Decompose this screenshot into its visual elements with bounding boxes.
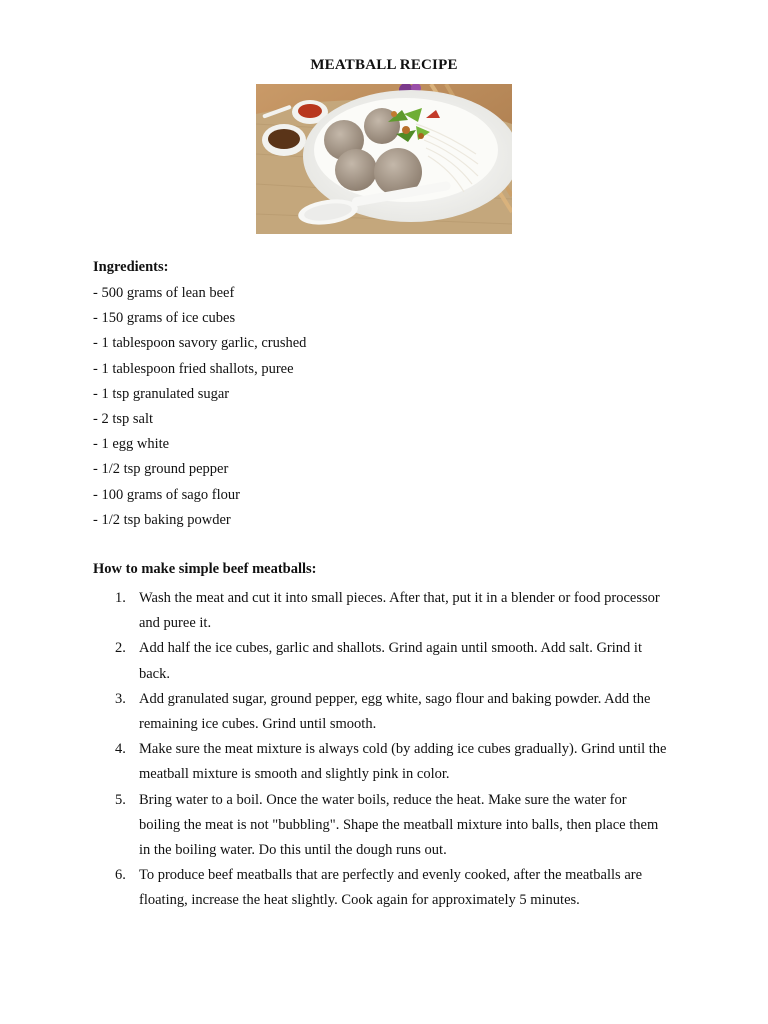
ingredient-item: - 1 tsp granulated sugar — [93, 385, 230, 402]
step-text: Add half the ice cubes, garlic and shallots. Grind again until smooth. Add salt. Grind it back. — [139, 640, 642, 682]
step-item — [93, 586, 693, 636]
step-number: 1. — [115, 590, 126, 606]
ingredient-item: - 1/2 tsp baking powder — [93, 511, 231, 528]
step-text: Add granulated sugar, ground pepper, egg white, sago flour and baking powder. Add the remaining ice cubes. Grind until smooth. — [139, 690, 651, 733]
ingredients-list — [93, 284, 306, 536]
step-item — [93, 687, 693, 737]
ingredient-item: - 100 grams of sago flour — [93, 486, 240, 503]
steps-list — [93, 586, 693, 914]
method-heading: How to make simple beef meatballs: — [93, 561, 317, 577]
step-number: 5. — [115, 791, 126, 808]
step-item — [93, 863, 693, 913]
ingredient-item: - 1 tablespoon savory garlic, crushed — [93, 335, 307, 352]
ingredient-item: - 1/2 tsp ground pepper — [93, 461, 229, 478]
step-item — [93, 737, 693, 787]
document-title: MEATBALL RECIPE — [310, 57, 458, 73]
ingredient-item: - 1 tablespoon fried shallots, puree — [93, 360, 294, 377]
ingredient-item: - 500 grams of lean beef — [93, 285, 235, 301]
step-text: Bring water to a boil. Once the water boils, reduce the heat. Make sure the water for boiling the meat is not "bubbling". Shape the meatball mixture into balls, then place them in the boiling water. Do this until the dough runs out. — [139, 791, 659, 859]
step-item — [93, 636, 693, 686]
meatball-soup-photo — [256, 84, 512, 234]
step-text: To produce beef meatballs that are perfectly and evenly cooked, after the meatballs are floating, increase the heat slightly. Cook again for approximately 5 minutes. — [139, 867, 643, 909]
step-number: 3. — [115, 690, 126, 707]
step-number: 4. — [115, 741, 126, 758]
ingredient-item: - 150 grams of ice cubes — [93, 310, 236, 327]
ingredient-item: - 2 tsp salt — [93, 410, 154, 427]
step-item — [93, 788, 693, 864]
step-text: Make sure the meat mixture is always cold (by adding ice cubes gradually). Grind until the meatball mixture is smooth and slightly pink in color. — [139, 741, 667, 783]
ingredients-heading: Ingredients: — [93, 259, 169, 275]
step-text: Wash the meat and cut it into small pieces. After that, put it in a blender or food processor and puree it. — [139, 590, 660, 632]
ingredient-item: - 1 egg white — [93, 436, 170, 453]
step-number: 6. — [115, 867, 126, 884]
step-number: 2. — [115, 640, 126, 657]
